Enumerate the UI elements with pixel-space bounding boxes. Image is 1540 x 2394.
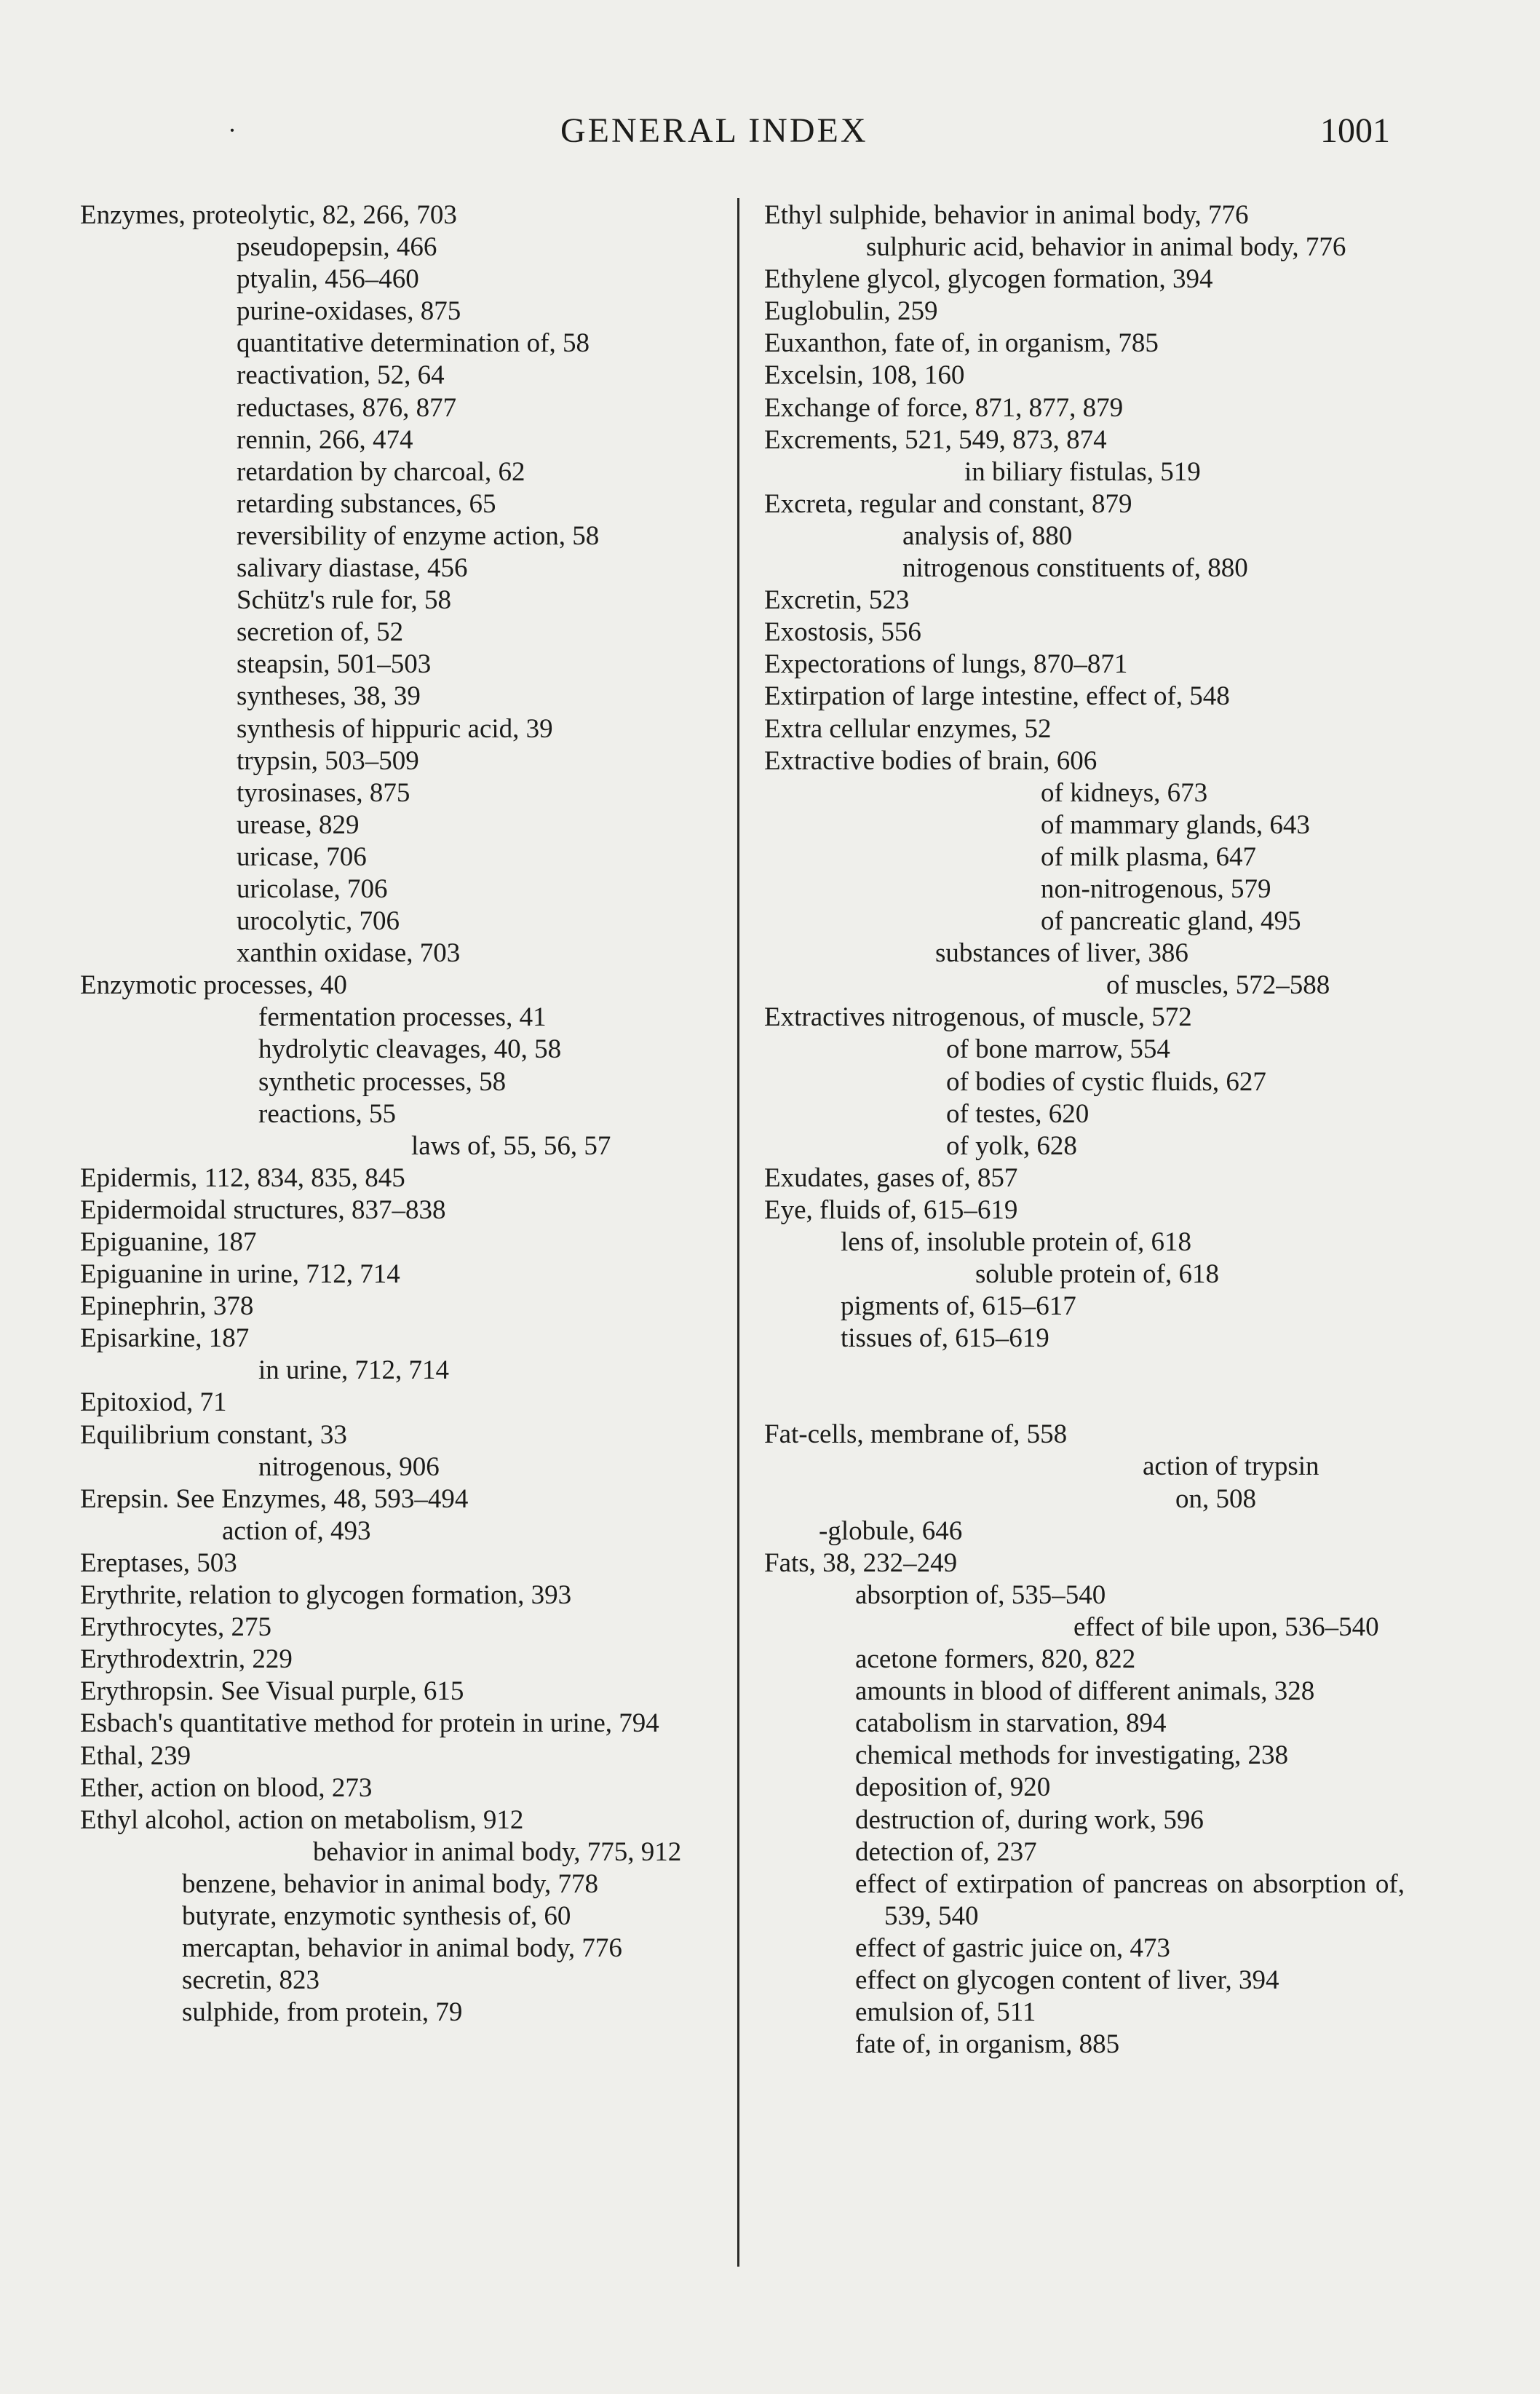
index-entry: Exudates, gases of, 857 [764,1162,1018,1193]
index-entry: destruction of, during work, 596 [855,1804,1204,1835]
index-entry: syntheses, 38, 39 [237,681,421,712]
index-entry: Epiguanine in urine, 712, 714 [80,1259,400,1290]
index-entry: pseudopepsin, 466 [237,232,437,263]
index-entry: in biliary fistulas, 519 [964,456,1201,487]
index-entry: emulsion of, 511 [855,1997,1036,2028]
index-entry: absorption of, 535–540 [855,1580,1106,1610]
right-index-column [764,199,1405,2061]
index-entry: effect of gastric juice on, 473 [855,1933,1170,1963]
index-entry: fate of, in organism, 885 [855,2029,1120,2060]
index-entry: fermentation processes, 41 [258,1002,547,1033]
index-entry: synthetic processes, 58 [258,1066,507,1097]
index-entry: Erythrocytes, 275 [80,1612,272,1643]
index-entry: urocolytic, 706 [237,906,400,937]
index-entry: Eye, fluids of, 615–619 [764,1194,1018,1225]
index-entry: Enzymotic processes, 40 [80,970,347,1001]
index-entry: retarding substances, 65 [237,488,496,519]
index-entry: Episarkine, 187 [80,1323,250,1354]
index-entry: urease, 829 [237,809,360,840]
index-entry: rennin, 266, 474 [237,424,413,455]
index-entry: Exchange of force, 871, 877, 879 [764,392,1124,423]
index-entry: Fats, 38, 232–249 [764,1547,958,1578]
index-entry: quantitative determination of, 58 [237,328,590,359]
index-entry: Epidermoidal structures, 837–838 [80,1194,446,1225]
index-entry: Excretin, 523 [764,585,910,616]
index-entry: soluble protein of, 618 [975,1259,1220,1290]
index-entry: mercaptan, behavior in animal body, 776 [182,1933,622,1964]
index-entry: of bone marrow, 554 [946,1034,1170,1065]
index-entry: Fat-cells, membrane of, 558 [764,1419,1068,1450]
index-entry: Extractives nitrogenous, of muscle, 572 [764,1002,1192,1033]
index-entry: Exostosis, 556 [764,617,921,648]
index-entry: secretin, 823 [182,1965,320,1996]
index-entry: action of trypsin [1143,1451,1319,1482]
index-entry: Erepsin. See Enzymes, 48, 593–494 [80,1483,469,1514]
index-entry: effect of extirpation of pancreas on absorption of, 539, 540 [855,1868,1405,1931]
index-entry: of bodies of cystic fluids, 627 [946,1066,1266,1097]
index-entry: substances of liver, 386 [935,938,1188,969]
index-entry: Erythropsin. See Visual purple, 615 [80,1676,464,1707]
index-entry: Epitoxiod, 71 [80,1387,227,1418]
index-spacer [764,1355,1405,1419]
index-entry: xanthin oxidase, 703 [237,938,461,969]
index-entry: sulphuric acid, behavior in animal body, 776 [866,232,1346,263]
index-entry: tyrosinases, 875 [237,777,410,808]
index-entry: Enzymes, proteolytic, 82, 266, 703 [80,200,457,230]
index-entry: Ethyl sulphide, behavior in animal body, 776 [764,200,1249,230]
index-entry: of yolk, 628 [946,1130,1077,1161]
index-entry: Extirpation of large intestine, effect of, 548 [764,681,1230,712]
index-entry: Extra cellular enzymes, 52 [764,713,1052,744]
index-entry: hydrolytic cleavages, 40, 58 [258,1034,562,1065]
index-entry: pigments of, 615–617 [841,1291,1076,1322]
index-entry: uricase, 706 [237,841,367,872]
index-entry: acetone formers, 820, 822 [855,1644,1136,1675]
index-entry: behavior in animal body, 775, 912 [313,1836,682,1867]
index-entry: salivary diastase, 456 [237,553,468,584]
index-entry: secretion of, 52 [237,617,404,648]
index-entry: of testes, 620 [946,1098,1089,1129]
index-entry: Ether, action on blood, 273 [80,1772,373,1803]
index-entry: reversibility of enzyme action, 58 [237,520,600,551]
index-entry: uricolase, 706 [237,873,388,904]
index-entry: in urine, 712, 714 [258,1355,450,1386]
index-entry: Expectorations of lungs, 870–871 [764,649,1128,680]
index-entry: Ethyl alcohol, action on metabolism, 912 [80,1804,524,1835]
index-entry: steapsin, 501–503 [237,649,432,680]
index-entry: Epiguanine, 187 [80,1227,257,1257]
index-entry: Excelsin, 108, 160 [764,360,965,391]
page-title: GENERAL INDEX [560,111,868,150]
index-entry: chemical methods for investigating, 238 [855,1740,1288,1771]
index-entry: Epinephrin, 378 [80,1291,254,1322]
index-entry: nitrogenous, 906 [258,1451,440,1482]
index-entry: Epidermis, 112, 834, 835, 845 [80,1162,405,1193]
index-entry: nitrogenous constituents of, 880 [902,553,1248,584]
index-entry: reactions, 55 [258,1098,397,1129]
index-entry: Ereptases, 503 [80,1547,237,1578]
index-entry: reductases, 876, 877 [237,392,457,423]
index-entry: tissues of, 615–619 [841,1323,1049,1354]
index-entry: analysis of, 880 [902,520,1073,551]
page-number: 1001 [1320,111,1390,150]
index-entry: of milk plasma, 647 [1041,841,1256,872]
index-entry: of pancreatic gland, 495 [1041,906,1301,937]
index-entry: Excrements, 521, 549, 873, 874 [764,424,1107,455]
index-entry: Ethylene glycol, glycogen formation, 394 [764,264,1213,295]
index-entry: of mammary glands, 643 [1041,809,1310,840]
index-entry: butyrate, enzymotic synthesis of, 60 [182,1900,571,1931]
index-entry: Equilibrium constant, 33 [80,1419,347,1450]
index-entry: benzene, behavior in animal body, 778 [182,1868,598,1899]
index-entry: laws of, 55, 56, 57 [411,1130,611,1161]
index-entry: Euglobulin, 259 [764,296,938,327]
index-entry: of kidneys, 673 [1041,777,1208,808]
index-entry: -globule, 646 [819,1515,963,1546]
index-entry: purine-oxidases, 875 [237,296,461,327]
index-entry: effect of bile upon, 536–540 [1073,1612,1379,1642]
index-entry: non-nitrogenous, 579 [1041,873,1271,904]
index-entry: lens of, insoluble protein of, 618 [841,1227,1191,1257]
index-entry: of muscles, 572–588 [1106,970,1330,1001]
index-entry: Euxanthon, fate of, in organism, 785 [764,328,1159,359]
index-entry: Excreta, regular and constant, 879 [764,488,1132,519]
index-entry: ptyalin, 456–460 [237,264,419,295]
index-entry: Erythrodextrin, 229 [80,1644,293,1675]
index-entry: deposition of, 920 [855,1772,1051,1803]
page-header [0,108,1540,159]
index-entry: reactivation, 52, 64 [237,360,445,391]
index-entry: retardation by charcoal, 62 [237,456,525,487]
left-index-column [80,199,721,2029]
index-entry: trypsin, 503–509 [237,745,419,776]
index-entry: Schütz's rule for, 58 [237,585,451,616]
index-entry: on, 508 [1175,1483,1256,1514]
index-entry: action of, 493 [222,1515,371,1546]
index-entry: Extractive bodies of brain, 606 [764,745,1098,776]
header-dot: · [228,116,237,145]
index-entry: effect on glycogen content of liver, 394 [855,1965,1279,1995]
index-entry: Esbach's quantitative method for protein in urine, 794 [80,1708,659,1739]
index-entry: sulphide, from protein, 79 [182,1997,463,2028]
index-entry: synthesis of hippuric acid, 39 [237,713,553,744]
index-entry: catabolism in starvation, 894 [855,1708,1167,1739]
index-entry: Erythrite, relation to glycogen formation, 393 [80,1580,572,1611]
index-entry: Ethal, 239 [80,1740,191,1771]
column-divider [737,198,739,2267]
index-entry: detection of, 237 [855,1836,1037,1867]
index-entry: amounts in blood of different animals, 328 [855,1676,1315,1707]
